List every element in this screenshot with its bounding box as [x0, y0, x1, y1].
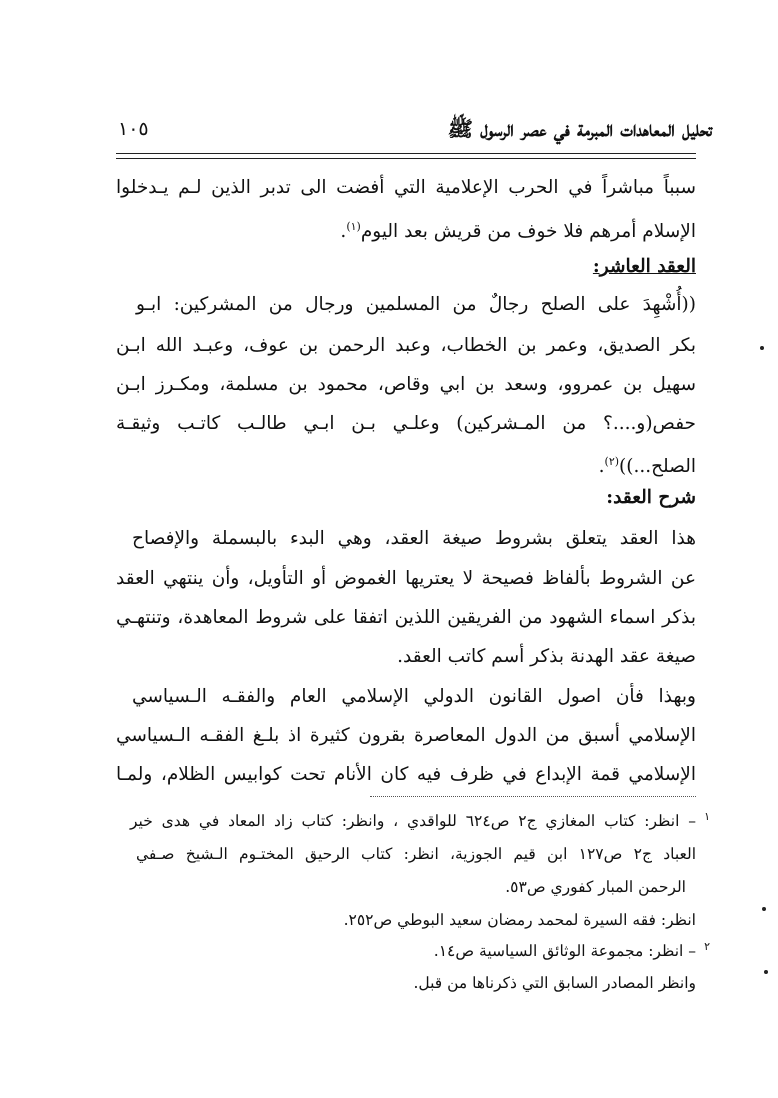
page-number: ١٠٥	[118, 118, 149, 140]
header-rule-top	[116, 153, 696, 154]
body-line-9: عن الشروط بألفاظ فصيحة لا يعتريها الغموض أو التأويل، وأن ينتهي العقد	[116, 568, 696, 589]
body-line-10: بذكر اسماء الشهود من الفريقين اللذين اتفقا على شروط المعاهدة، وتنتهـي	[116, 607, 696, 628]
footnote-1-line-2: العباد ج٢ ص١٢٧ ابن قيم الجوزية، انظر: كتاب الرحيق المختـوم الـشيخ صـفي	[136, 845, 696, 863]
footnote-1-line-1: – انظر: كتاب المغازي ج٢ ص٦٢٤ للواقدي ، وانظر: كتاب زاد المعاد في هدى خير	[130, 812, 696, 830]
footnote-1-number: ١	[704, 810, 710, 823]
body-line-12: وبهذا فأن اصول القانون الدولي الإسلامي العام والفقـه الـسياسي	[132, 686, 696, 707]
scan-speck	[764, 970, 768, 974]
body-line-14: الإسلامي قمة الإبداع في ظرف فيه كان الأنام تحت كوابيس الظلام، ولمـا	[116, 764, 696, 785]
header-rule-bottom	[116, 158, 696, 159]
footnote-ref-1: (١)	[346, 220, 361, 233]
body-line-7: الصلح...))$^{(٢)}$.	[598, 455, 696, 478]
running-header-title: تحليل المعاهدات المبرمة في عصر الرسول ﷺ	[447, 116, 712, 141]
body-line-5: سهيل بن عمروو، وسعد بن ابي وقاص، محمود بن مسلمة، ومكـرز ابـن	[116, 374, 696, 395]
footnote-1-line-3: الرحمن المبار كفوري ص٥٣.	[505, 878, 686, 896]
scan-speck	[762, 907, 766, 911]
body-line-13: الإسلامي أسبق من الدول المعاصرة بقرون كثيرة اذ بلـغ الفقـه الـسياسي	[116, 725, 696, 746]
body-line-3: ((أُشْهِدَ على الصلح رجالٌ من المسلمين ورجال من المشركين: ابـو	[136, 294, 696, 315]
footnote-1-line-4: انظر: فقه السيرة لمحمد رمضان سعيد البوطي ص٢٥٢.	[343, 911, 696, 929]
section-heading-tenth-contract: العقد العاشر:	[592, 256, 696, 277]
body-line-2: الإسلام أمرهم فلا خوف من قريش بعد اليوم$^{(١)}$.	[340, 220, 696, 243]
footnote-2-line-1: – انظر: مجموعة الوثائق السياسية ص١٤.	[433, 942, 696, 960]
footnote-separator	[370, 796, 696, 797]
body-line-11: صيغة عقد الهدنة بذكر أسم كاتب العقد.	[397, 646, 696, 667]
body-line-1: سبباً مباشراً في الحرب الإعلامية التي أفضت الى تدبر الذين لـم يـدخلوا	[116, 177, 696, 198]
footnote-ref-2: (٢)	[604, 455, 620, 468]
body-line-8: هذا العقد يتعلق بشروط صيغة العقد، وهي البدء بالبسملة والإفصاح	[132, 528, 696, 549]
footnote-2-line-2: وانظر المصادر السابق التي ذكرناها من قبل.	[413, 974, 696, 992]
scan-speck	[760, 346, 764, 350]
footnote-2-number: ٢	[704, 940, 710, 953]
body-line-4: بكر الصديق، وعمر بن الخطاب، وعبد الرحمن بن عوف، وعبـد الله ابـن	[116, 335, 696, 356]
section-heading-contract-explanation: شرح العقد:	[606, 487, 696, 508]
body-line-6: حفص(و....؟ من المـشركين) وعلـي بـن ابـي طالـب كاتـب وثيقـة	[116, 413, 696, 434]
